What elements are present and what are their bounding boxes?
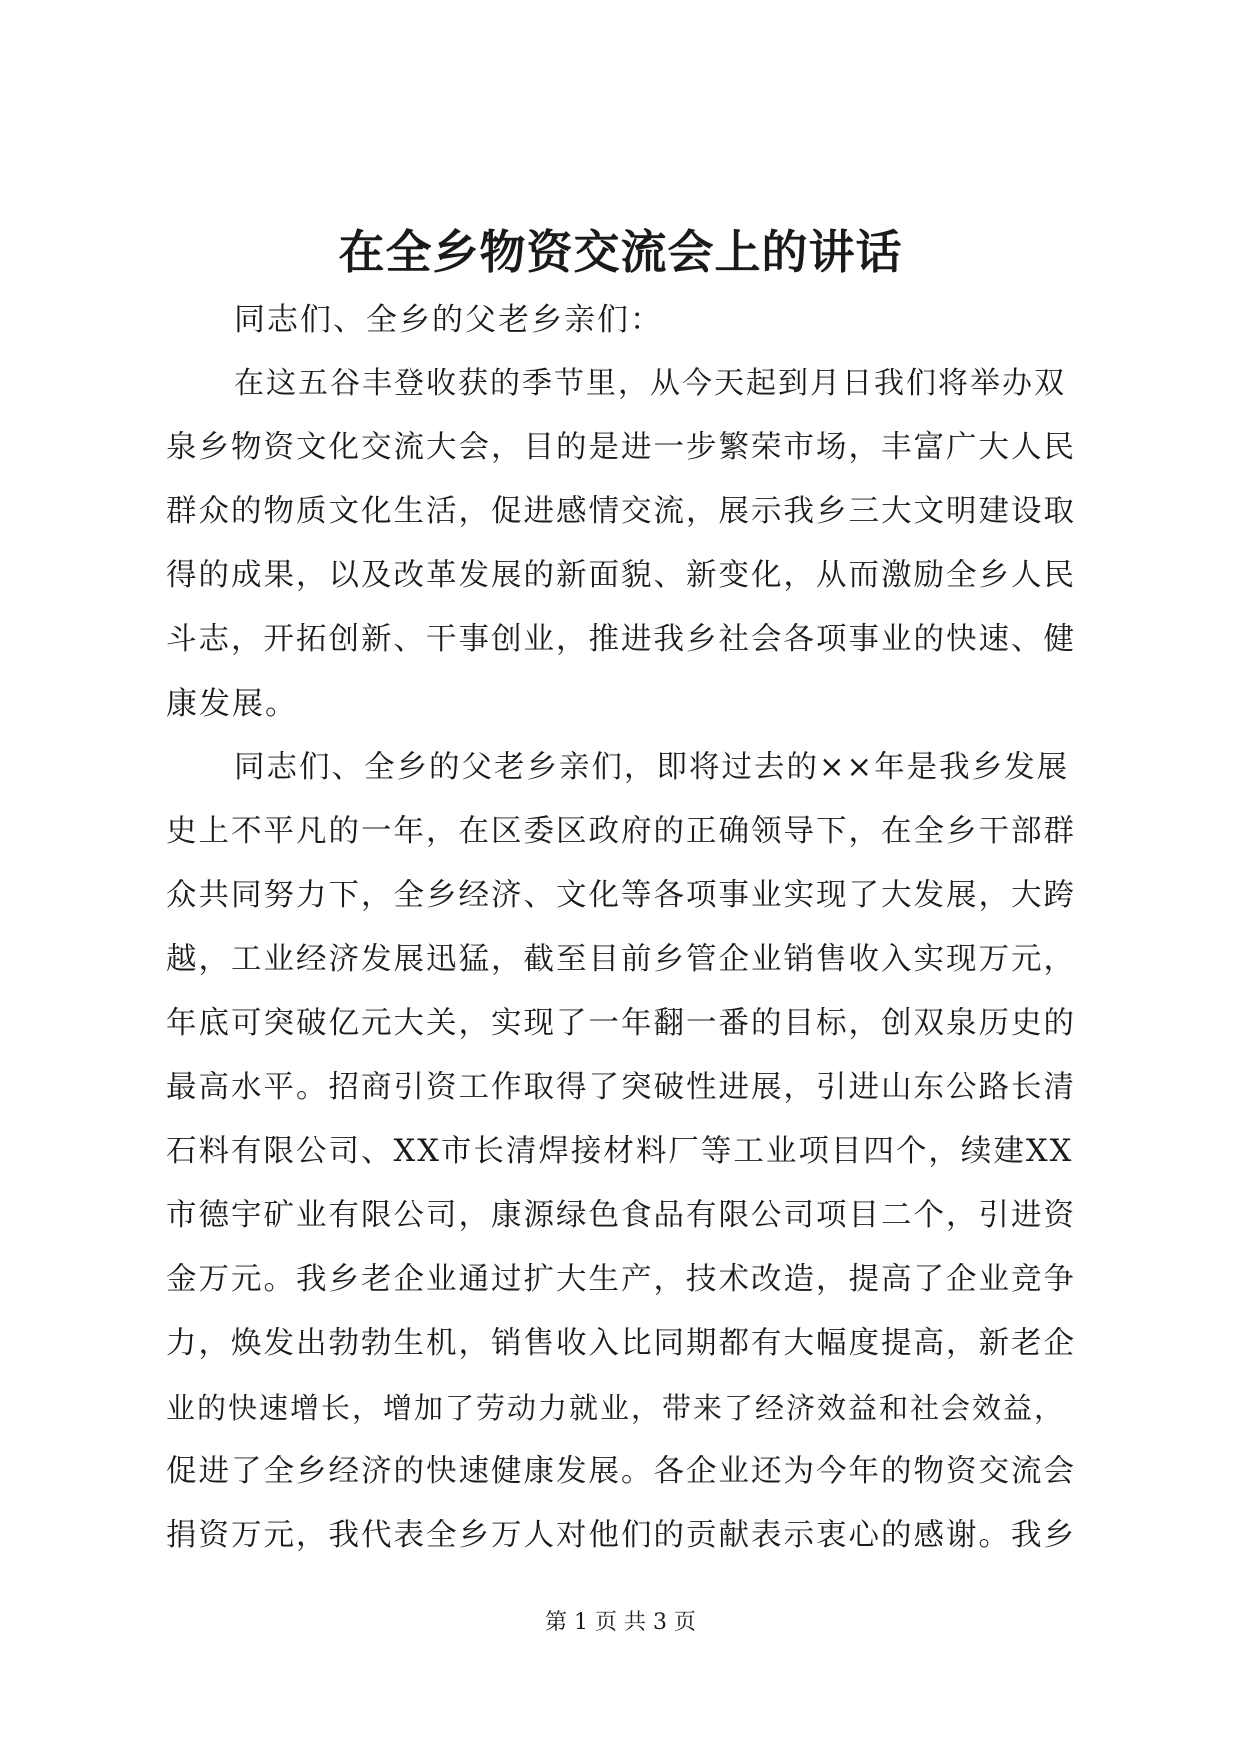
body-line: 同志们、全乡的父老乡亲们，即将过去的××年是我乡发展 (234, 750, 1070, 785)
body-line: 同志们、全乡的父老乡亲们： (234, 302, 663, 338)
body-line: 越，工业经济发展迅猛，截至目前乡管企业销售收入实现万元， (166, 942, 1076, 977)
body-line: 促进了全乡经济的快速健康发展。各企业还为今年的物资交流会 (166, 1454, 1076, 1489)
body-line: 年底可突破亿元大关，实现了一年翻一番的目标，创双泉历史的 (166, 1006, 1076, 1041)
body-line: 史上不平凡的一年，在区委区政府的正确领导下，在全乡干部群 (166, 814, 1076, 849)
body-line: 斗志，开拓创新、干事创业，推进我乡社会各项事业的快速、健 (166, 622, 1076, 657)
body-line: 市德宇矿业有限公司，康源绿色食品有限公司项目二个，引进资 (166, 1198, 1076, 1233)
body-line: 群众的物质文化生活，促进感情交流，展示我乡三大文明建设取 (166, 494, 1076, 529)
body-line: 石料有限公司、XX市长清焊接材料厂等工业项目四个，续建XX (166, 1134, 1074, 1169)
document-title: 在全乡物资交流会上的讲话 (338, 225, 903, 279)
body-line: 力，焕发出勃勃生机，销售收入比同期都有大幅度提高，新老企 (166, 1326, 1076, 1361)
body-line: 捐资万元，我代表全乡万人对他们的贡献表示衷心的感谢。我乡 (166, 1518, 1076, 1553)
body-line: 最高水平。招商引资工作取得了突破性进展，引进山东公路长清 (166, 1070, 1076, 1105)
body-line: 金万元。我乡老企业通过扩大生产，技术改造，提高了企业竞争 (166, 1262, 1076, 1297)
body-line: 得的成果，以及改革发展的新面貌、新变化，从而激励全乡人民 (166, 558, 1076, 593)
body-line: 众共同努力下，全乡经济、文化等各项事业实现了大发展，大跨 (166, 878, 1076, 913)
document-body (166, 288, 1078, 1568)
body-line: 业的快速增长，增加了劳动力就业，带来了经济效益和社会效益， (166, 1391, 1066, 1425)
body-line: 康发展。 (166, 686, 298, 722)
body-line: 泉乡物资文化交流大会，目的是进一步繁荣市场，丰富广大人民 (166, 430, 1076, 465)
body-line: 在这五谷丰登收获的季节里，从今天起到月日我们将举办双 (234, 366, 1066, 401)
page-footer: 第 1 页 共 3 页 (545, 1610, 696, 1635)
